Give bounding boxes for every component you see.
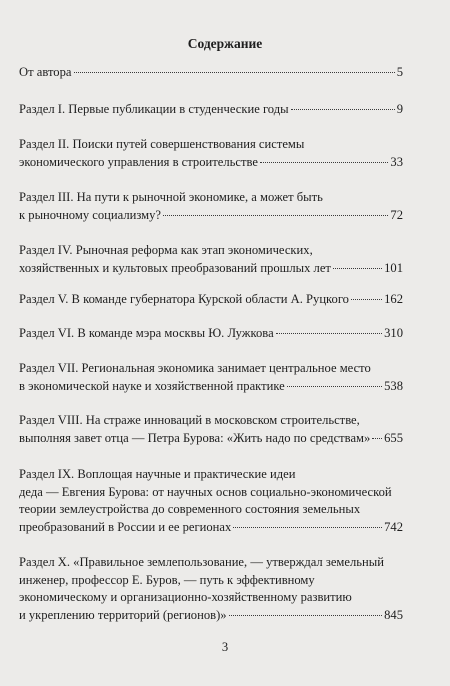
entry-text: Раздел III. На пути к рыночной экономике, а может быть	[19, 190, 323, 204]
leader-dots	[351, 299, 382, 300]
entry-page: 72	[390, 207, 403, 222]
leader-dots	[74, 72, 395, 73]
entry-text: Раздел I. Первые публикации в студенческие годы	[19, 102, 289, 116]
entry-text: От автора	[19, 65, 72, 79]
leader-dots	[260, 162, 388, 163]
entry-text: Раздел X. «Правильное землепользование, — утверждал земельный	[19, 555, 384, 569]
entry-text: деда — Евгения Бурова: от научных основ социально-экономической	[19, 484, 392, 499]
leader-dots	[372, 438, 382, 439]
entry-text: Раздел V. В команде губернатора Курской области А. Руцкого	[19, 292, 349, 306]
toc-entry-6	[19, 325, 403, 343]
entry-text: и укреплению территорий (регионов)»	[19, 607, 227, 622]
entry-text: выполняя завет отца — Петра Бурова: «Жить надо по средствам»	[19, 430, 371, 445]
entry-text: в экономической науке и хозяйственной практике	[19, 378, 285, 393]
toc-entry-2	[19, 136, 403, 171]
toc-entry-5	[19, 291, 403, 309]
leader-dots	[229, 615, 383, 616]
leader-dots	[287, 386, 382, 387]
entry-page: 162	[384, 292, 403, 306]
entry-text: Раздел VIII. На страже инноваций в московском строительстве,	[19, 413, 360, 427]
leader-dots	[276, 333, 382, 334]
toc-entry-0	[19, 64, 403, 82]
leader-dots	[163, 215, 388, 216]
entry-page: 655	[384, 430, 403, 445]
entry-page: 33	[390, 154, 403, 169]
toc-entry-4	[19, 242, 403, 277]
entry-text: Раздел II. Поиски путей совершенствования системы	[19, 137, 305, 151]
entry-text: Раздел IV. Рыночная реформа как этап экономических,	[19, 243, 313, 257]
entry-text: инженер, профессор Е. Буров, — путь к эффективному	[19, 572, 315, 587]
entry-text: Раздел VI. В команде мэра москвы Ю. Лужкова	[19, 326, 274, 340]
entry-page: 538	[384, 378, 403, 393]
entry-page: 5	[396, 65, 403, 79]
entry-text: экономического управления в строительстве	[19, 154, 258, 169]
toc-entry-7	[19, 360, 403, 395]
leader-dots	[333, 268, 382, 269]
entry-text: преобразований в России и ее регионах	[19, 519, 232, 534]
entry-text: Раздел VII. Региональная экономика занимает центральное место	[19, 361, 371, 375]
entry-text: к рыночному социализму?	[19, 207, 162, 222]
entry-text: Раздел IX. Воплощая научные и практические идеи	[19, 467, 296, 481]
entry-page: 742	[384, 519, 403, 534]
toc-title: Содержание	[187, 36, 263, 51]
entry-text: экономическому и организационно-хозяйственному развитию	[19, 590, 352, 604]
entry-page: 9	[396, 102, 403, 116]
leader-dots	[233, 527, 382, 528]
page-number: 3	[221, 640, 229, 654]
toc-entry-8	[19, 412, 403, 447]
leader-dots	[291, 109, 395, 110]
entry-page: 310	[384, 326, 403, 340]
entry-text: хозяйственных и культовых преобразований прошлых лет	[19, 260, 331, 275]
toc-entry-3	[19, 189, 403, 224]
toc-entry-9	[19, 466, 403, 536]
toc-entry-1	[19, 101, 403, 119]
entry-page: 101	[384, 260, 403, 275]
entry-page: 845	[384, 607, 403, 622]
toc-entry-10	[19, 554, 403, 624]
entry-text: теории землеустройства до современного состояния земельных	[19, 502, 361, 516]
